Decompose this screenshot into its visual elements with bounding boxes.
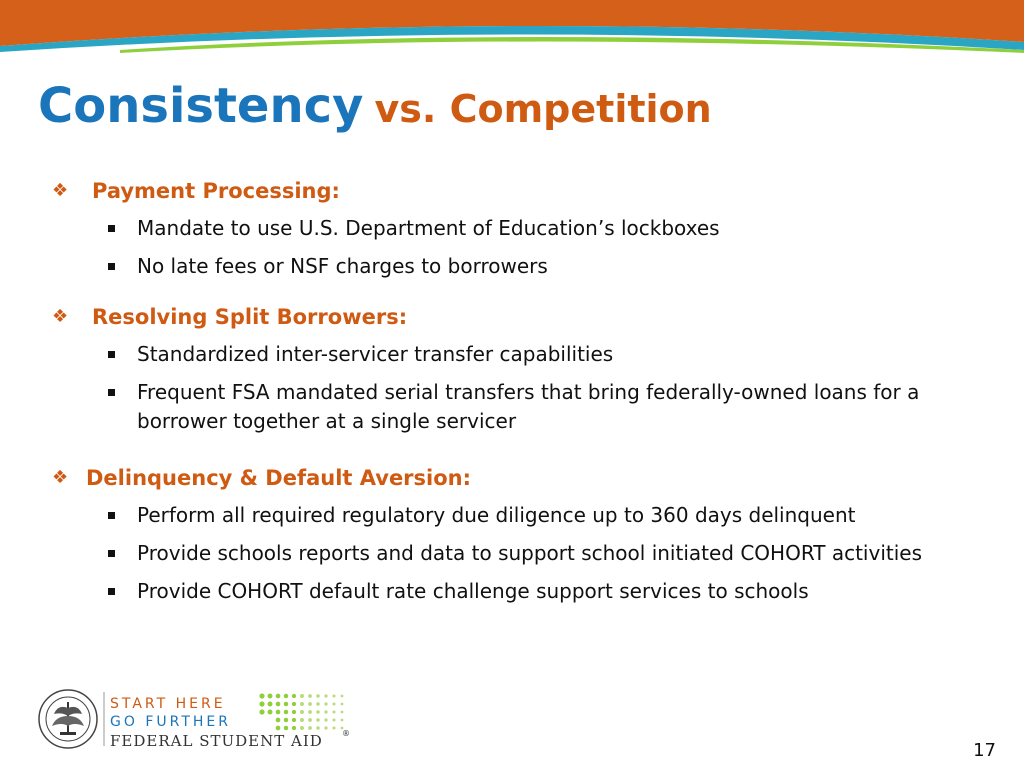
department-of-education-seal-icon <box>39 690 97 748</box>
dot <box>292 710 296 714</box>
dot <box>259 709 264 714</box>
dot <box>300 710 304 714</box>
dot <box>292 694 296 698</box>
dot <box>324 694 327 697</box>
dot <box>308 710 312 714</box>
bullet-list <box>52 340 992 436</box>
dot <box>308 726 312 730</box>
dot <box>341 703 344 706</box>
dot <box>292 702 296 706</box>
dot <box>276 710 281 715</box>
diamond-bullet-icon: ❖ <box>52 306 69 327</box>
registered-mark: ® <box>342 729 350 738</box>
slide-number: 17 <box>973 740 996 761</box>
dot <box>268 710 273 715</box>
slide-title <box>38 78 712 134</box>
bullet-list <box>52 501 992 606</box>
square-bullet-icon <box>108 389 115 396</box>
dot <box>332 702 335 705</box>
dot <box>341 727 344 730</box>
section-delinquency-default-aversion <box>52 463 992 606</box>
dot <box>300 702 304 706</box>
dot <box>259 701 264 706</box>
dot <box>341 695 344 698</box>
dot <box>332 718 335 721</box>
section-payment-processing <box>52 176 992 281</box>
dot <box>284 718 288 722</box>
top-banner <box>0 0 1024 60</box>
dot <box>284 694 288 698</box>
square-bullet-icon <box>108 225 115 232</box>
dot <box>276 694 281 699</box>
dot <box>341 711 344 714</box>
bullet-item: Provide schools reports and data to support school initiated COHORT activities <box>52 539 992 568</box>
bullet-item: Mandate to use U.S. Department of Education’s lockboxes <box>52 214 992 243</box>
dot <box>276 726 281 731</box>
dot <box>324 718 327 721</box>
dot <box>308 718 312 722</box>
section-heading: ❖ Resolving Split Borrowers: <box>52 302 992 332</box>
dot <box>324 726 327 729</box>
title-main: Consistency <box>38 78 364 134</box>
bullet-item: Perform all required regulatory due diligence up to 360 days delinquent <box>52 501 992 530</box>
section-heading: ❖ Payment Processing: <box>52 176 992 206</box>
dot <box>276 702 281 707</box>
tagline-go-further: GO FURTHER <box>110 714 231 730</box>
dot-pattern-graphic <box>259 693 343 730</box>
dot <box>324 702 327 705</box>
section-heading: ❖ Delinquency & Default Aversion: <box>52 463 992 493</box>
dot <box>341 719 344 722</box>
dot <box>332 726 335 729</box>
dot <box>292 726 296 730</box>
square-bullet-icon <box>108 512 115 519</box>
dot <box>300 694 304 698</box>
dot <box>259 693 264 698</box>
dot <box>300 726 304 730</box>
dot <box>316 726 320 730</box>
dot <box>332 694 335 697</box>
diamond-bullet-icon: ❖ <box>52 467 69 488</box>
federal-student-aid-logo <box>36 688 356 750</box>
dot <box>300 718 304 722</box>
dot <box>268 702 273 707</box>
bullet-item: Provide COHORT default rate challenge support services to schools <box>52 577 992 606</box>
dot <box>284 702 288 706</box>
dot <box>316 710 320 714</box>
title-rest: vs. Competition <box>374 87 712 131</box>
section-resolving-split-borrowers <box>52 302 992 436</box>
dot <box>292 718 296 722</box>
square-bullet-icon <box>108 550 115 557</box>
dot <box>284 726 288 730</box>
dot <box>268 694 273 699</box>
dot <box>308 694 312 698</box>
dot <box>276 718 281 723</box>
bullet-item: Frequent FSA mandated serial transfers that bring federally-owned loans for a borrower together at a single servicer <box>52 378 992 436</box>
tagline-start-here: START HERE <box>110 696 226 712</box>
dot <box>316 718 320 722</box>
dot <box>332 710 335 713</box>
dot <box>316 702 320 706</box>
bullet-list <box>52 214 992 281</box>
dot <box>316 694 320 698</box>
dot <box>308 702 312 706</box>
bullet-item: No late fees or NSF charges to borrowers <box>52 252 992 281</box>
square-bullet-icon <box>108 263 115 270</box>
dot <box>284 710 288 714</box>
dot <box>324 710 327 713</box>
square-bullet-icon <box>108 351 115 358</box>
square-bullet-icon <box>108 588 115 595</box>
diamond-bullet-icon: ❖ <box>52 180 69 201</box>
org-name: FEDERAL STUDENT AID <box>110 732 323 750</box>
bullet-item: Standardized inter-servicer transfer capabilities <box>52 340 992 369</box>
